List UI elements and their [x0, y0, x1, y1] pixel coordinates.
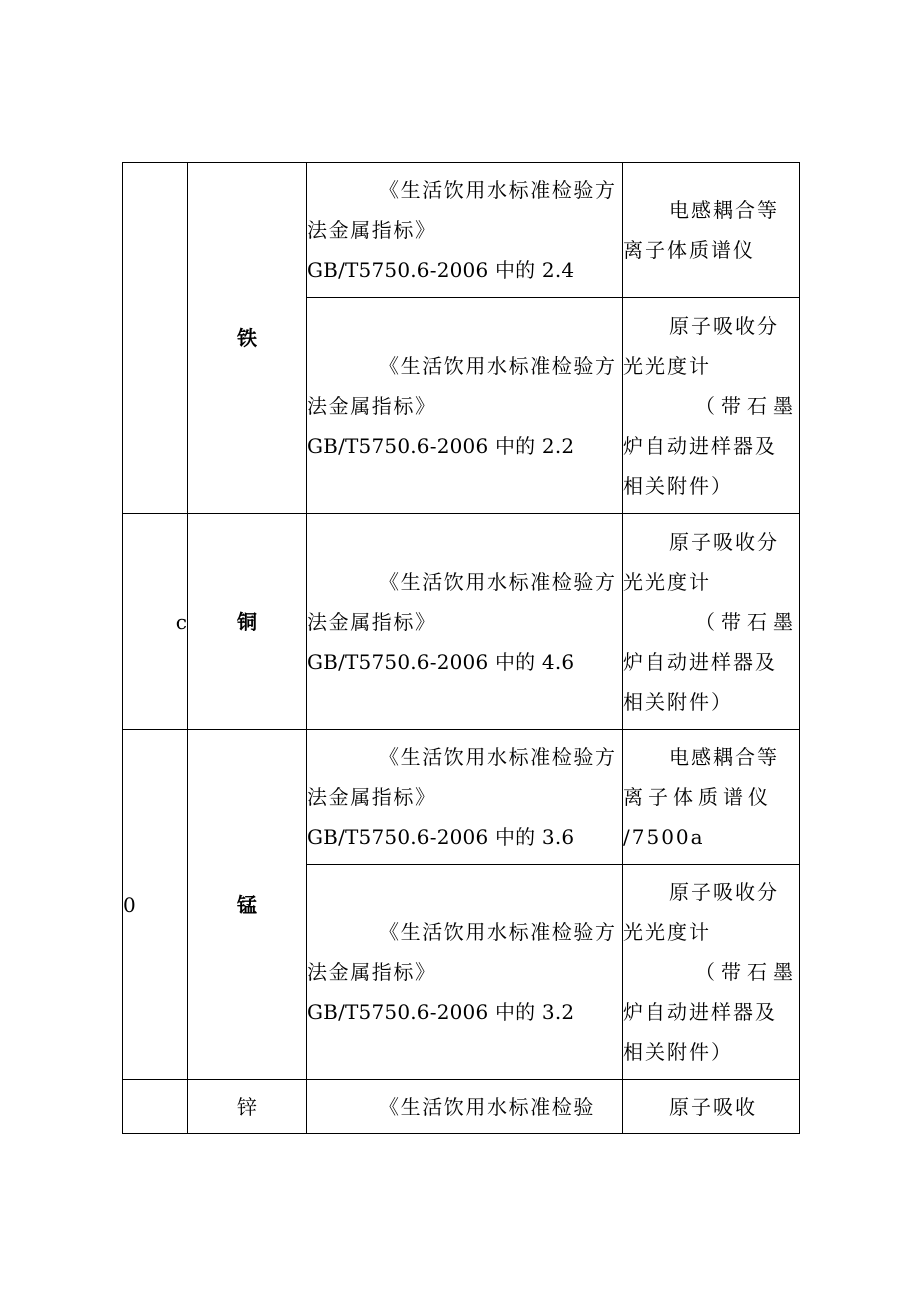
row-number-cell: [123, 1080, 188, 1134]
method-line: GB/T5750.6-2006 中的 2.2: [307, 433, 575, 458]
equipment-line: 电感耦合等: [669, 745, 779, 769]
method-cell: [307, 1080, 623, 1134]
table-row: [123, 514, 800, 730]
method-line: 《生活饮用水标准检验方: [379, 569, 617, 594]
table-row: [123, 163, 800, 298]
equipment-cell: [623, 1080, 800, 1134]
method-line: 《生活饮用水标准检验方: [379, 353, 617, 378]
row-number-cell: 0: [123, 730, 188, 1080]
equipment-line: 光光度计: [623, 920, 711, 944]
method-line: 法金属指标》: [307, 393, 437, 418]
test-method-table: [122, 162, 800, 1134]
equipment-cell: [623, 298, 800, 514]
method-line: 《生活饮用水标准检验方: [379, 178, 617, 202]
equipment-line: 炉自动进样器及: [623, 1000, 777, 1024]
item-name-manganese: 锰: [188, 730, 307, 1080]
equipment-line: 离子体质谱仪: [623, 785, 773, 809]
equipment-line: 原子吸收分: [669, 880, 779, 904]
item-name-copper: 铜: [188, 514, 307, 730]
method-line: 法金属指标》: [307, 960, 437, 984]
equipment-cell: [623, 163, 800, 298]
method-cell: [307, 865, 623, 1080]
equipment-line: 炉自动进样器及: [623, 649, 777, 674]
equipment-line: /7500a: [623, 825, 705, 849]
equipment-line: 离子体质谱仪: [623, 238, 755, 262]
equipment-line: 原子吸收分: [669, 529, 779, 554]
row-number-cell: [123, 163, 188, 514]
method-line: 《生活饮用水标准检验方: [379, 920, 617, 944]
equipment-line: 炉自动进样器及: [623, 433, 777, 458]
equipment-line: 相关附件）: [623, 473, 733, 498]
item-name-zinc: 锌: [188, 1080, 307, 1134]
equipment-line: （带石墨: [695, 960, 799, 984]
table-row: [123, 730, 800, 865]
method-line: 法金属指标》: [307, 609, 437, 634]
equipment-cell: [623, 514, 800, 730]
row-number-cell: c: [123, 514, 188, 730]
method-line: GB/T5750.6-2006 中的 2.4: [307, 258, 575, 282]
table-row: [123, 1080, 800, 1134]
equipment-line: （带石墨: [695, 393, 799, 418]
equipment-line: 相关附件）: [623, 1040, 733, 1064]
method-cell: [307, 298, 623, 514]
equipment-line: 原子吸收: [669, 1094, 757, 1119]
method-cell: [307, 514, 623, 730]
method-line: 法金属指标》: [307, 218, 437, 242]
equipment-line: 原子吸收分: [669, 313, 779, 338]
method-line: GB/T5750.6-2006 中的 4.6: [307, 649, 575, 674]
method-line: GB/T5750.6-2006 中的 3.6: [307, 825, 575, 849]
equipment-line: （带石墨: [695, 609, 799, 634]
equipment-cell: [623, 865, 800, 1080]
item-name-iron: 铁: [188, 163, 307, 514]
equipment-line: 光光度计: [623, 353, 711, 378]
method-line: 法金属指标》: [307, 785, 437, 809]
method-line: GB/T5750.6-2006 中的 3.2: [307, 1000, 575, 1024]
method-line: 《生活饮用水标准检验方: [379, 745, 617, 769]
equipment-line: 相关附件）: [623, 689, 733, 714]
method-line: 《生活饮用水标准检验: [379, 1094, 595, 1119]
method-cell: [307, 730, 623, 865]
equipment-line: 光光度计: [623, 569, 711, 594]
method-cell: [307, 163, 623, 298]
equipment-line: 电感耦合等: [669, 198, 779, 222]
equipment-cell: [623, 730, 800, 865]
